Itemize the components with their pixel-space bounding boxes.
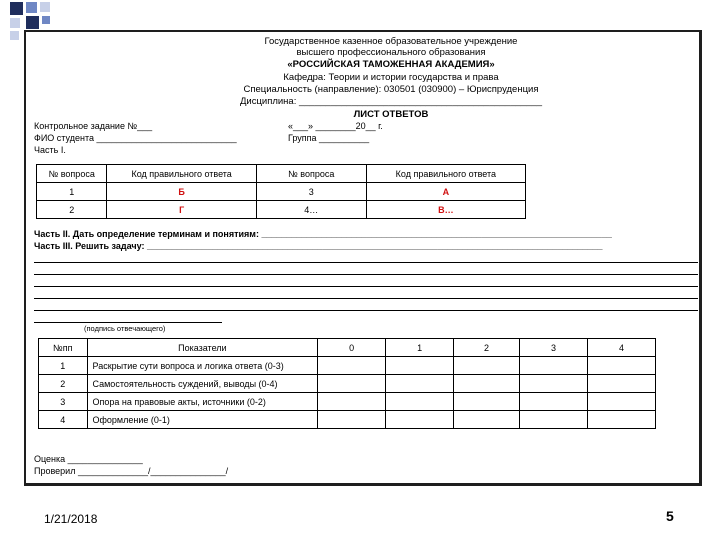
- group-label: Группа __________: [288, 133, 370, 143]
- signature-caption: (подпись отвечающего): [84, 324, 166, 333]
- table-header-cell: Код правильного ответа: [107, 165, 256, 183]
- table-cell: 1: [39, 357, 88, 375]
- discipline-line: Дисциплина: ______________________________________________: [239, 96, 543, 107]
- table-row: [37, 201, 526, 219]
- institution-line-2: высшего профессионального образования: [296, 47, 486, 58]
- score-cell[interactable]: [318, 357, 386, 375]
- table-header-cell: №пп: [39, 339, 88, 357]
- score-cell[interactable]: [454, 375, 520, 393]
- score-cell[interactable]: [587, 375, 655, 393]
- slide-date: 1/21/2018: [44, 512, 98, 526]
- table-row: [39, 393, 656, 411]
- table-header-row: [37, 165, 526, 183]
- decor-square: [10, 2, 23, 15]
- decor-square: [10, 31, 19, 40]
- table-header-cell: № вопроса: [37, 165, 107, 183]
- score-cell[interactable]: [520, 411, 588, 429]
- answer-blank-line: [34, 274, 698, 275]
- score-cell[interactable]: [454, 393, 520, 411]
- table-cell: 4: [39, 411, 88, 429]
- answer-blank-line: [34, 298, 698, 299]
- specialty-line: Специальность (направление): 030501 (030900) – Юриспруденция: [243, 84, 539, 95]
- table-row: [37, 183, 526, 201]
- score-cell[interactable]: [318, 393, 386, 411]
- table-header-row: [39, 339, 656, 357]
- answer-code-cell: В…: [366, 201, 525, 219]
- decor-square: [42, 16, 50, 24]
- score-cell[interactable]: [318, 375, 386, 393]
- part3-line: Часть III. Решить задачу: ___________________________________________________________________________________________: [34, 241, 603, 251]
- table-cell: Опора на правовые акты, источники (0-2): [87, 393, 318, 411]
- part1-label: Часть I.: [34, 145, 66, 155]
- answers-table: [36, 164, 526, 219]
- answer-code-cell: А: [366, 183, 525, 201]
- table-header-cell: 0: [318, 339, 386, 357]
- student-name-label: ФИО студента ____________________________: [34, 133, 237, 143]
- table-cell: 3: [256, 183, 366, 201]
- document-frame: [24, 30, 702, 486]
- task-number-label: Контрольное задание №___: [34, 121, 153, 131]
- decor-square: [40, 2, 50, 12]
- checked-by-label: Проверил ______________/_______________/: [34, 466, 229, 476]
- score-cell[interactable]: [386, 393, 454, 411]
- decor-square: [26, 2, 37, 13]
- table-cell: Раскрытие сути вопроса и логика ответа (0-3): [87, 357, 318, 375]
- table-cell: 1: [37, 183, 107, 201]
- table-header-cell: Код правильного ответа: [366, 165, 525, 183]
- score-cell[interactable]: [454, 357, 520, 375]
- part2-line: Часть II. Дать определение терминам и понятиям: ______________________________________________________________________: [34, 229, 612, 239]
- score-cell[interactable]: [454, 411, 520, 429]
- table-row: [39, 411, 656, 429]
- score-cell[interactable]: [520, 393, 588, 411]
- decor-square: [26, 16, 39, 29]
- table-header-cell: Показатели: [87, 339, 318, 357]
- score-cell[interactable]: [520, 357, 588, 375]
- signature-line: [34, 322, 222, 323]
- table-cell: 2: [37, 201, 107, 219]
- answer-blank-line: [34, 310, 698, 311]
- table-header-cell: 2: [454, 339, 520, 357]
- institution-line-1: Государственное казенное образовательное учреждение: [264, 36, 518, 47]
- date-label: «___» ________20__ г.: [288, 121, 383, 131]
- table-header-cell: № вопроса: [256, 165, 366, 183]
- score-cell[interactable]: [386, 357, 454, 375]
- department-line: Кафедра: Теории и истории государства и права: [283, 72, 499, 83]
- score-cell[interactable]: [318, 411, 386, 429]
- slide-page-number: 5: [666, 508, 674, 524]
- decor-square: [10, 18, 20, 28]
- grade-label: Оценка _______________: [34, 454, 143, 464]
- score-cell[interactable]: [587, 393, 655, 411]
- table-cell: 4…: [256, 201, 366, 219]
- score-cell[interactable]: [386, 411, 454, 429]
- table-cell: Оформление (0-1): [87, 411, 318, 429]
- sheet-title: ЛИСТ ОТВЕТОВ: [353, 109, 429, 120]
- table-header-cell: 4: [587, 339, 655, 357]
- table-cell: 2: [39, 375, 88, 393]
- table-cell: 3: [39, 393, 88, 411]
- score-cell[interactable]: [520, 375, 588, 393]
- table-cell: Самостоятельность суждений, выводы (0-4): [87, 375, 318, 393]
- answer-blank-line: [34, 262, 698, 263]
- table-header-cell: 1: [386, 339, 454, 357]
- score-cell[interactable]: [587, 357, 655, 375]
- institution-name: «РОССИЙСКАЯ ТАМОЖЕННАЯ АКАДЕМИЯ»: [287, 59, 495, 70]
- answer-code-cell: Б: [107, 183, 256, 201]
- table-header-cell: 3: [520, 339, 588, 357]
- answer-code-cell: Г: [107, 201, 256, 219]
- table-row: [39, 375, 656, 393]
- score-cell[interactable]: [587, 411, 655, 429]
- answer-blank-line: [34, 286, 698, 287]
- table-row: [39, 357, 656, 375]
- score-cell[interactable]: [386, 375, 454, 393]
- criteria-table: [38, 338, 656, 429]
